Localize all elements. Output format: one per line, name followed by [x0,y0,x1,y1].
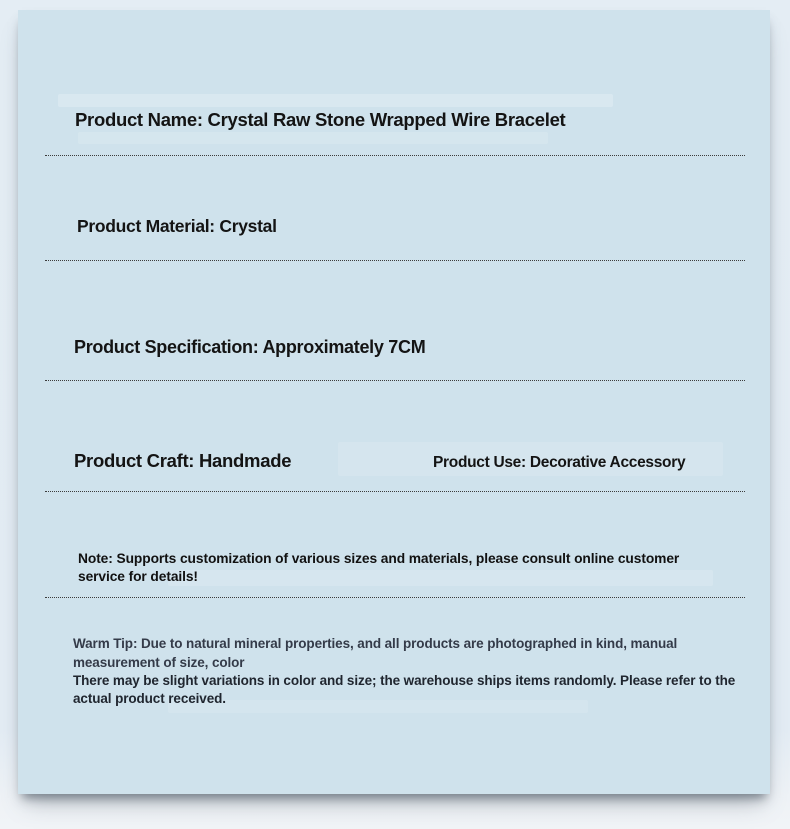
dotted-divider [45,380,745,381]
dotted-divider [45,491,745,492]
product-material-text: Product Material: Crystal [77,216,277,236]
disclaimer-line: actual product received. [73,691,226,706]
highlight-artifact [58,94,613,107]
product-name-text: Product Name: Crystal Raw Stone Wrapped Wire Bracelet [75,109,566,130]
dotted-divider [45,260,745,261]
warm-tip-text [73,634,677,672]
customization-note-line: Note: Supports customization of various sizes and materials, please consult online customer [78,551,680,566]
highlight-artifact [78,132,548,144]
warm-tip-line: measurement of size, color [73,655,245,670]
customization-note-line: service for details! [78,569,198,584]
dotted-divider [45,155,745,156]
warm-tip-line: Warm Tip: Due to natural mineral properties, and all products are photographed in kind, manual [73,636,678,651]
disclaimer-text [73,672,735,708]
product-specification-text: Product Specification: Approximately 7CM [74,337,426,357]
disclaimer-line: There may be slight variations in color and size; the warehouse ships items randomly. Please refer to the [73,673,736,688]
product-info-card [18,10,770,794]
product-use-text: Product Use: Decorative Accessory [433,454,686,471]
product-craft-text: Product Craft: Handmade [74,450,292,471]
customization-note [78,550,679,586]
dotted-divider [45,597,745,598]
